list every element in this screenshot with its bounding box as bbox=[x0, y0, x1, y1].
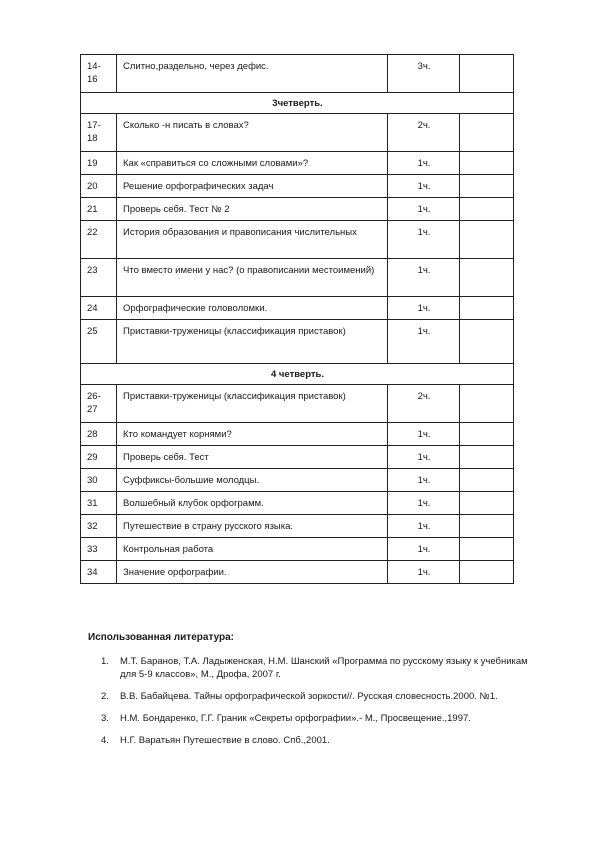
lesson-topic-cell: Приставки-труженицы (классификация приставок) bbox=[117, 320, 388, 364]
lesson-topic-cell: История образования и правописания числительных bbox=[117, 221, 388, 259]
table-row bbox=[81, 469, 514, 492]
lesson-topic-cell: Сколько -н писать в словах? bbox=[117, 114, 388, 152]
table-row bbox=[81, 114, 514, 152]
lesson-hours-cell: 2ч. bbox=[388, 114, 460, 152]
lesson-extra-cell bbox=[460, 198, 514, 221]
lesson-topic-cell: Путешествие в страну русского языка. bbox=[117, 515, 388, 538]
lesson-topic-cell: Что вместо имени у нас? (о правописании местоимений) bbox=[117, 259, 388, 297]
lesson-topic-cell: Орфографические головоломки. bbox=[117, 297, 388, 320]
lesson-topic-cell: Проверь себя. Тест № 2 bbox=[117, 198, 388, 221]
lesson-hours-cell: 1ч. bbox=[388, 297, 460, 320]
table-row bbox=[81, 515, 514, 538]
lesson-extra-cell bbox=[460, 175, 514, 198]
section-header-row bbox=[81, 93, 514, 114]
lesson-plan-table bbox=[80, 54, 514, 584]
literature-item-text: В.В. Бабайцева. Тайны орфографической зоркости//. Русская словесность.2000. №1. bbox=[120, 691, 498, 702]
lesson-number-cell: 23 bbox=[81, 259, 117, 297]
lesson-extra-cell bbox=[460, 297, 514, 320]
lesson-hours-cell: 1ч. bbox=[388, 198, 460, 221]
lesson-topic-cell: Решение орфографических задач bbox=[117, 175, 388, 198]
lesson-hours-cell: 1ч. bbox=[388, 492, 460, 515]
table-row bbox=[81, 198, 514, 221]
literature-item-text: Н.М. Бондаренко, Г.Г. Граник «Секреты орфографии».- М., Просвещение.,1997. bbox=[120, 713, 471, 724]
lesson-number-cell: 21 bbox=[81, 198, 117, 221]
lesson-number-cell: 28 bbox=[81, 423, 117, 446]
lesson-extra-cell bbox=[460, 55, 514, 93]
lesson-topic-cell: Значение орфографии. bbox=[117, 561, 388, 584]
lesson-hours-cell: 1ч. bbox=[388, 221, 460, 259]
lesson-topic-cell: Как «справиться со сложными словами»? bbox=[117, 152, 388, 175]
literature-item-number: 4. bbox=[101, 735, 109, 746]
literature-item-number: 1. bbox=[101, 656, 109, 667]
table-row bbox=[81, 221, 514, 259]
lesson-number-cell: 20 bbox=[81, 175, 117, 198]
lesson-number-cell: 22 bbox=[81, 221, 117, 259]
lesson-hours-cell: 1ч. bbox=[388, 446, 460, 469]
lesson-extra-cell bbox=[460, 492, 514, 515]
table-row bbox=[81, 259, 514, 297]
literature-item-text: М.Т. Баранов, Т.А. Ладыженская, Н.М. Шанский «Программа по русскому языку к учебникам для 5-9 классов», М., Дрофа, 2007 г. bbox=[120, 656, 528, 680]
table-row bbox=[81, 423, 514, 446]
lesson-number-cell: 24 bbox=[81, 297, 117, 320]
lesson-topic-cell: Приставки-труженицы (классификация приставок) bbox=[117, 385, 388, 423]
lesson-hours-cell: 1ч. bbox=[388, 259, 460, 297]
lesson-hours-cell: 2ч. bbox=[388, 385, 460, 423]
lesson-hours-cell: 1ч. bbox=[388, 152, 460, 175]
lesson-extra-cell bbox=[460, 446, 514, 469]
lesson-topic-cell: Слитно,раздельно, через дефис. bbox=[117, 55, 388, 93]
lesson-number-cell: 31 bbox=[81, 492, 117, 515]
literature-item bbox=[88, 712, 528, 725]
lesson-extra-cell bbox=[460, 538, 514, 561]
lesson-number-cell: 25 bbox=[81, 320, 117, 364]
lesson-topic-cell: Кто командует корнями? bbox=[117, 423, 388, 446]
section-header: 4 четверть. bbox=[81, 364, 514, 385]
lesson-number-cell: 30 bbox=[81, 469, 117, 492]
lesson-hours-cell: 1ч. bbox=[388, 538, 460, 561]
lesson-number-cell: 33 bbox=[81, 538, 117, 561]
table-row bbox=[81, 152, 514, 175]
table-row bbox=[81, 492, 514, 515]
table-row bbox=[81, 538, 514, 561]
table-row bbox=[81, 297, 514, 320]
lesson-hours-cell: 3ч. bbox=[388, 55, 460, 93]
lesson-hours-cell: 1ч. bbox=[388, 515, 460, 538]
table-row bbox=[81, 55, 514, 93]
lesson-number-cell: 14- 16 bbox=[81, 55, 117, 93]
lesson-topic-cell: Суффиксы-большие молодцы. bbox=[117, 469, 388, 492]
lesson-hours-cell: 1ч. bbox=[388, 561, 460, 584]
lesson-extra-cell bbox=[460, 152, 514, 175]
lesson-extra-cell bbox=[460, 114, 514, 152]
lesson-topic-cell: Проверь себя. Тест bbox=[117, 446, 388, 469]
lesson-extra-cell bbox=[460, 320, 514, 364]
table-row bbox=[81, 385, 514, 423]
lesson-number-cell: 29 bbox=[81, 446, 117, 469]
literature-item bbox=[88, 734, 528, 747]
lesson-hours-cell: 1ч. bbox=[388, 423, 460, 446]
lesson-topic-cell: Волшебный клубок орфограмм. bbox=[117, 492, 388, 515]
lesson-plan-body bbox=[81, 55, 514, 584]
literature-list bbox=[88, 655, 528, 756]
literature-item bbox=[88, 690, 528, 703]
literature-item bbox=[88, 655, 528, 681]
lesson-number-cell: 26- 27 bbox=[81, 385, 117, 423]
table-row bbox=[81, 561, 514, 584]
lesson-extra-cell bbox=[460, 259, 514, 297]
section-header: 3четверть. bbox=[81, 93, 514, 114]
literature-item-text: Н.Г. Варатьян Путешествие в слово. Спб.,2001. bbox=[120, 735, 330, 746]
lesson-extra-cell bbox=[460, 385, 514, 423]
lesson-number-cell: 17- 18 bbox=[81, 114, 117, 152]
section-header-row bbox=[81, 364, 514, 385]
literature-title: Использованная литература: bbox=[88, 632, 235, 643]
lesson-extra-cell bbox=[460, 423, 514, 446]
lesson-extra-cell bbox=[460, 221, 514, 259]
table-row bbox=[81, 446, 514, 469]
lesson-number-cell: 32 bbox=[81, 515, 117, 538]
lesson-hours-cell: 1ч. bbox=[388, 469, 460, 492]
lesson-extra-cell bbox=[460, 515, 514, 538]
lesson-hours-cell: 1ч. bbox=[388, 320, 460, 364]
lesson-hours-cell: 1ч. bbox=[388, 175, 460, 198]
literature-item-number: 2. bbox=[101, 691, 109, 702]
lesson-number-cell: 34 bbox=[81, 561, 117, 584]
lesson-extra-cell bbox=[460, 561, 514, 584]
table-row bbox=[81, 320, 514, 364]
literature-item-number: 3. bbox=[101, 713, 109, 724]
table-row bbox=[81, 175, 514, 198]
lesson-topic-cell: Контрольная работа bbox=[117, 538, 388, 561]
lesson-number-cell: 19 bbox=[81, 152, 117, 175]
lesson-extra-cell bbox=[460, 469, 514, 492]
